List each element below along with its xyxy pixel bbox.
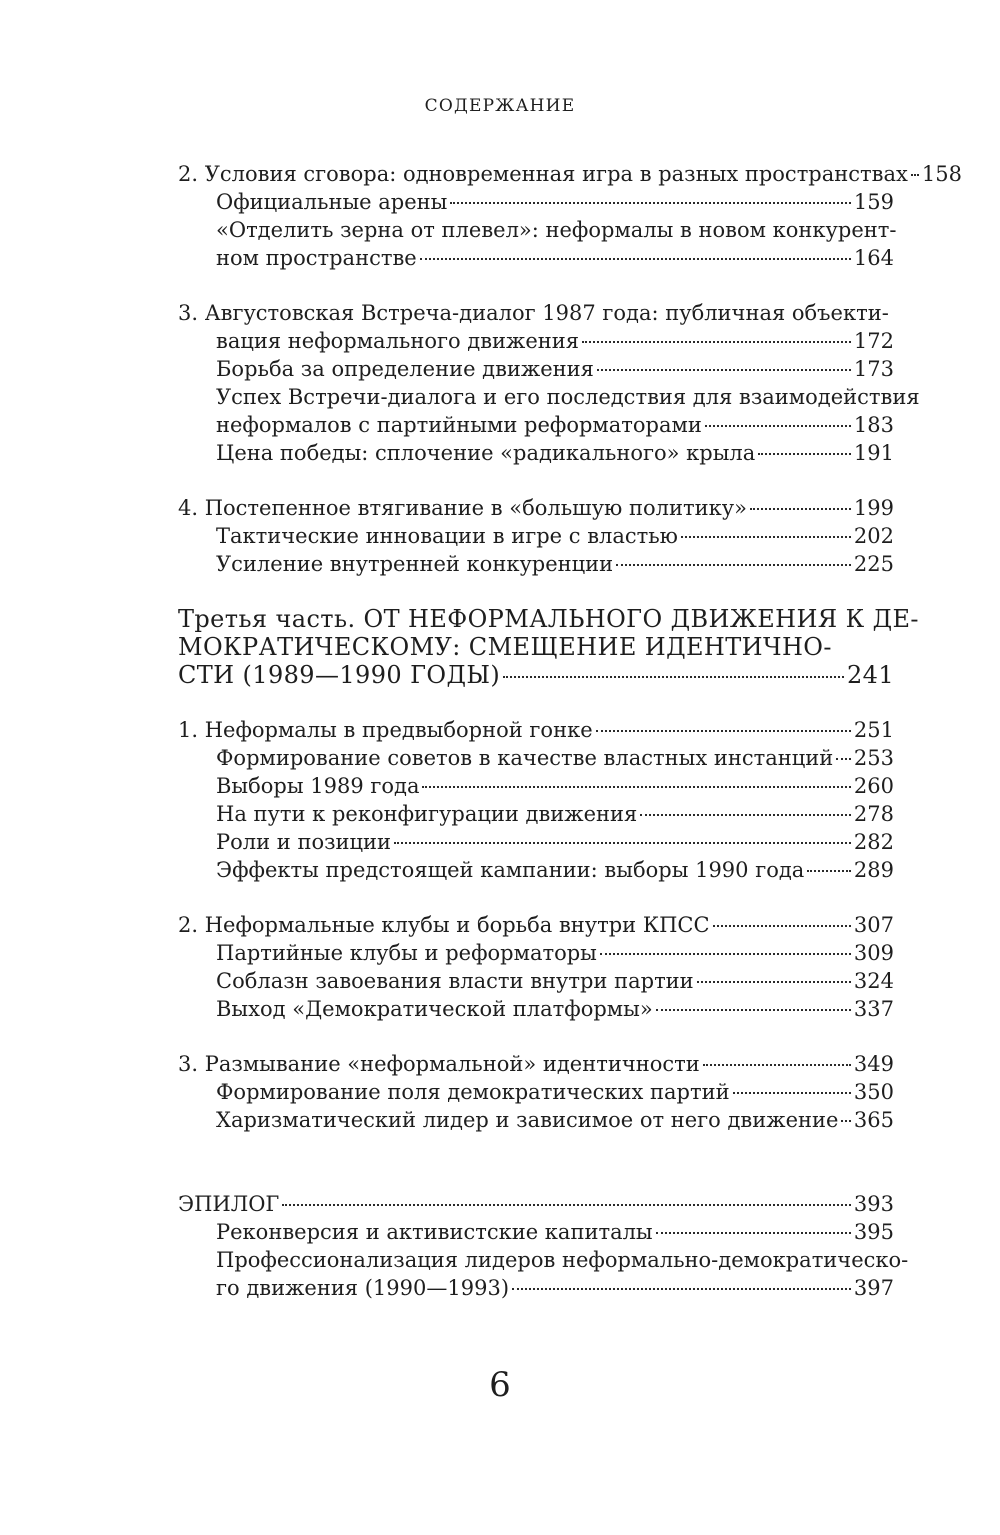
toc-entry xyxy=(178,160,962,188)
toc-entry xyxy=(178,716,894,744)
toc-page-number: 253 xyxy=(853,746,894,770)
toc-page-number: 172 xyxy=(853,329,894,353)
page-number: 6 xyxy=(489,1365,511,1405)
toc-subentry xyxy=(178,856,894,884)
toc-entry-title: 3. Августовская Встреча-диалог 1987 года: публичная объекти- xyxy=(178,301,889,325)
toc-page-number: 159 xyxy=(853,190,894,214)
toc-subentry xyxy=(178,216,897,244)
toc-page-number: 225 xyxy=(853,552,894,576)
toc-entry-title: «Отделить зерна от плевел»: неформалы в новом конкурент- xyxy=(216,218,897,242)
toc-subentry xyxy=(178,1246,909,1274)
dot-leader xyxy=(656,1009,851,1011)
toc-entry-title: Выборы 1989 года xyxy=(216,774,420,798)
toc-entry-title: СТИ (1989—1990 ГОДЫ) xyxy=(178,661,501,689)
toc-section xyxy=(178,605,919,689)
toc-page-number: 199 xyxy=(853,496,894,520)
toc-subentry xyxy=(178,744,894,772)
toc-subentry xyxy=(178,522,894,550)
dot-leader xyxy=(422,786,850,788)
toc-page-number: 191 xyxy=(853,441,894,465)
toc-subentry xyxy=(178,828,894,856)
toc-page-number: 289 xyxy=(853,858,894,882)
toc-subentry xyxy=(178,995,894,1023)
toc-subentry xyxy=(178,355,894,383)
toc-entry-title: го движения (1990—1993) xyxy=(216,1276,510,1300)
toc-entry-title: Эффекты предстоящей кампании: выборы 1990 года xyxy=(216,858,805,882)
toc-entry-title: МОКРАТИЧЕСКОМУ: СМЕЩЕНИЕ ИДЕНТИЧНО- xyxy=(178,633,832,661)
toc-subentry xyxy=(178,550,894,578)
toc-entry-title: 4. Постепенное втягивание в «большую политику» xyxy=(178,496,747,520)
toc-entry-title: Успех Встречи-диалога и его последствия для взаимодействия xyxy=(216,385,920,409)
section-spacer xyxy=(178,467,894,494)
running-header: СОДЕРЖАНИЕ xyxy=(424,96,576,116)
toc-subentry xyxy=(178,439,894,467)
toc-page-number: 173 xyxy=(853,357,894,381)
toc-page-number: 393 xyxy=(853,1192,894,1216)
dot-leader xyxy=(841,1120,850,1122)
toc-subentry xyxy=(178,244,894,272)
toc-entry xyxy=(178,494,894,522)
toc-page-number: 202 xyxy=(853,524,894,548)
toc-subentry xyxy=(178,188,894,216)
toc-page-number: 164 xyxy=(853,246,894,270)
dot-leader xyxy=(450,202,851,204)
toc-entry xyxy=(178,633,894,661)
toc-page-number: 365 xyxy=(853,1108,894,1132)
section-spacer xyxy=(178,1134,894,1190)
toc-page-number: 397 xyxy=(853,1276,894,1300)
dot-leader xyxy=(596,730,851,732)
toc-page-number: 395 xyxy=(853,1220,894,1244)
toc-page-number: 251 xyxy=(853,718,894,742)
toc-subentry xyxy=(178,1106,894,1134)
dot-leader xyxy=(703,1064,851,1066)
toc-page-number: 350 xyxy=(853,1080,894,1104)
dot-leader xyxy=(681,536,851,538)
toc-page-number: 324 xyxy=(853,969,894,993)
dot-leader xyxy=(705,425,851,427)
toc-subentry xyxy=(178,1078,894,1106)
toc-entry xyxy=(178,661,894,689)
toc-page-number: 183 xyxy=(853,413,894,437)
toc-entry-title: Третья часть. ОТ НЕФОРМАЛЬНОГО ДВИЖЕНИЯ К ДЕ- xyxy=(178,605,919,633)
toc-entry-title: неформалов с партийными реформаторами xyxy=(216,413,702,437)
toc-section xyxy=(178,911,894,1023)
toc-entry-title: Борьба за определение движения xyxy=(216,357,594,381)
toc-entry xyxy=(178,1190,894,1218)
toc-entry-title: Формирование советов в качестве властных инстанций xyxy=(216,746,834,770)
toc-page-number: 158 xyxy=(921,162,962,186)
toc-entry-title: 2. Условия сговора: одновременная игра в разных пространствах xyxy=(178,162,908,186)
toc-entry-title: Тактические инновации в игре с властью xyxy=(216,524,678,548)
toc-page-number: 241 xyxy=(846,661,894,689)
toc-entry-title: вация неформального движения xyxy=(216,329,580,353)
toc-subentry xyxy=(178,383,920,411)
toc-subentry xyxy=(178,1218,894,1246)
section-spacer xyxy=(178,689,894,716)
toc-subentry xyxy=(178,772,894,800)
table-of-contents xyxy=(178,160,962,1302)
dot-leader xyxy=(733,1092,851,1094)
dot-leader xyxy=(697,981,851,983)
dot-leader xyxy=(600,953,851,955)
toc-entry xyxy=(178,911,894,939)
toc-entry-title: Реконверсия и активистские капиталы xyxy=(216,1220,653,1244)
dot-leader xyxy=(656,1232,851,1234)
dot-leader xyxy=(582,341,851,343)
toc-entry-title: ЭПИЛОГ xyxy=(178,1192,280,1216)
toc-section xyxy=(178,299,920,467)
toc-entry-title: Соблазн завоевания власти внутри партии xyxy=(216,969,694,993)
toc-entry-title: Цена победы: сплочение «радикального» крыла xyxy=(216,441,756,465)
dot-leader xyxy=(713,925,851,927)
toc-entry-title: Формирование поля демократических партий xyxy=(216,1080,730,1104)
toc-entry xyxy=(178,605,919,633)
toc-page-number: 337 xyxy=(853,997,894,1021)
toc-entry xyxy=(178,1050,894,1078)
toc-entry-title: Профессионализация лидеров неформально-демократическо- xyxy=(216,1248,909,1272)
toc-subentry xyxy=(178,411,894,439)
toc-entry-title: 1. Неформалы в предвыборной гонке xyxy=(178,718,593,742)
dot-leader xyxy=(420,258,851,260)
toc-section xyxy=(178,494,894,578)
toc-page-number: 307 xyxy=(853,913,894,937)
toc-entry-title: Официальные арены xyxy=(216,190,448,214)
dot-leader xyxy=(758,453,851,455)
toc-page-number: 309 xyxy=(853,941,894,965)
section-spacer xyxy=(178,1023,894,1050)
section-spacer xyxy=(178,272,894,299)
toc-entry-title: ном пространстве xyxy=(216,246,417,270)
toc-subentry xyxy=(178,800,894,828)
toc-section xyxy=(178,716,894,884)
toc-subentry xyxy=(178,967,894,995)
section-spacer xyxy=(178,884,894,911)
dot-leader xyxy=(911,174,919,176)
toc-subentry xyxy=(178,939,894,967)
toc-entry-title: Харизматический лидер и зависимое от него движение xyxy=(216,1108,839,1132)
toc-section xyxy=(178,160,962,272)
dot-leader xyxy=(512,1288,851,1290)
toc-entry-title: Выход «Демократической платформы» xyxy=(216,997,653,1021)
toc-page-number: 278 xyxy=(853,802,894,826)
toc-section xyxy=(178,1190,909,1302)
toc-section xyxy=(178,1050,894,1134)
dot-leader xyxy=(807,870,851,872)
toc-page-number: 282 xyxy=(853,830,894,854)
dot-leader xyxy=(640,814,851,816)
toc-subentry xyxy=(178,327,894,355)
dot-leader xyxy=(597,369,851,371)
toc-subentry xyxy=(178,1274,894,1302)
toc-entry-title: 3. Размывание «неформальной» идентичности xyxy=(178,1052,700,1076)
toc-entry-title: Усиление внутренней конкуренции xyxy=(216,552,614,576)
dot-leader xyxy=(750,508,851,510)
section-spacer xyxy=(178,578,894,605)
dot-leader xyxy=(394,842,851,844)
toc-entry-title: Партийные клубы и реформаторы xyxy=(216,941,597,965)
toc-entry-title: 2. Неформальные клубы и борьба внутри КПСС xyxy=(178,913,710,937)
dot-leader xyxy=(282,1204,851,1206)
dot-leader xyxy=(836,758,851,760)
toc-page-number: 349 xyxy=(853,1052,894,1076)
toc-entry-title: Роли и позиции xyxy=(216,830,392,854)
dot-leader xyxy=(503,676,844,678)
toc-entry-title: На пути к реконфигурации движения xyxy=(216,802,638,826)
toc-entry xyxy=(178,299,894,327)
dot-leader xyxy=(616,564,851,566)
toc-page-number: 260 xyxy=(853,774,894,798)
